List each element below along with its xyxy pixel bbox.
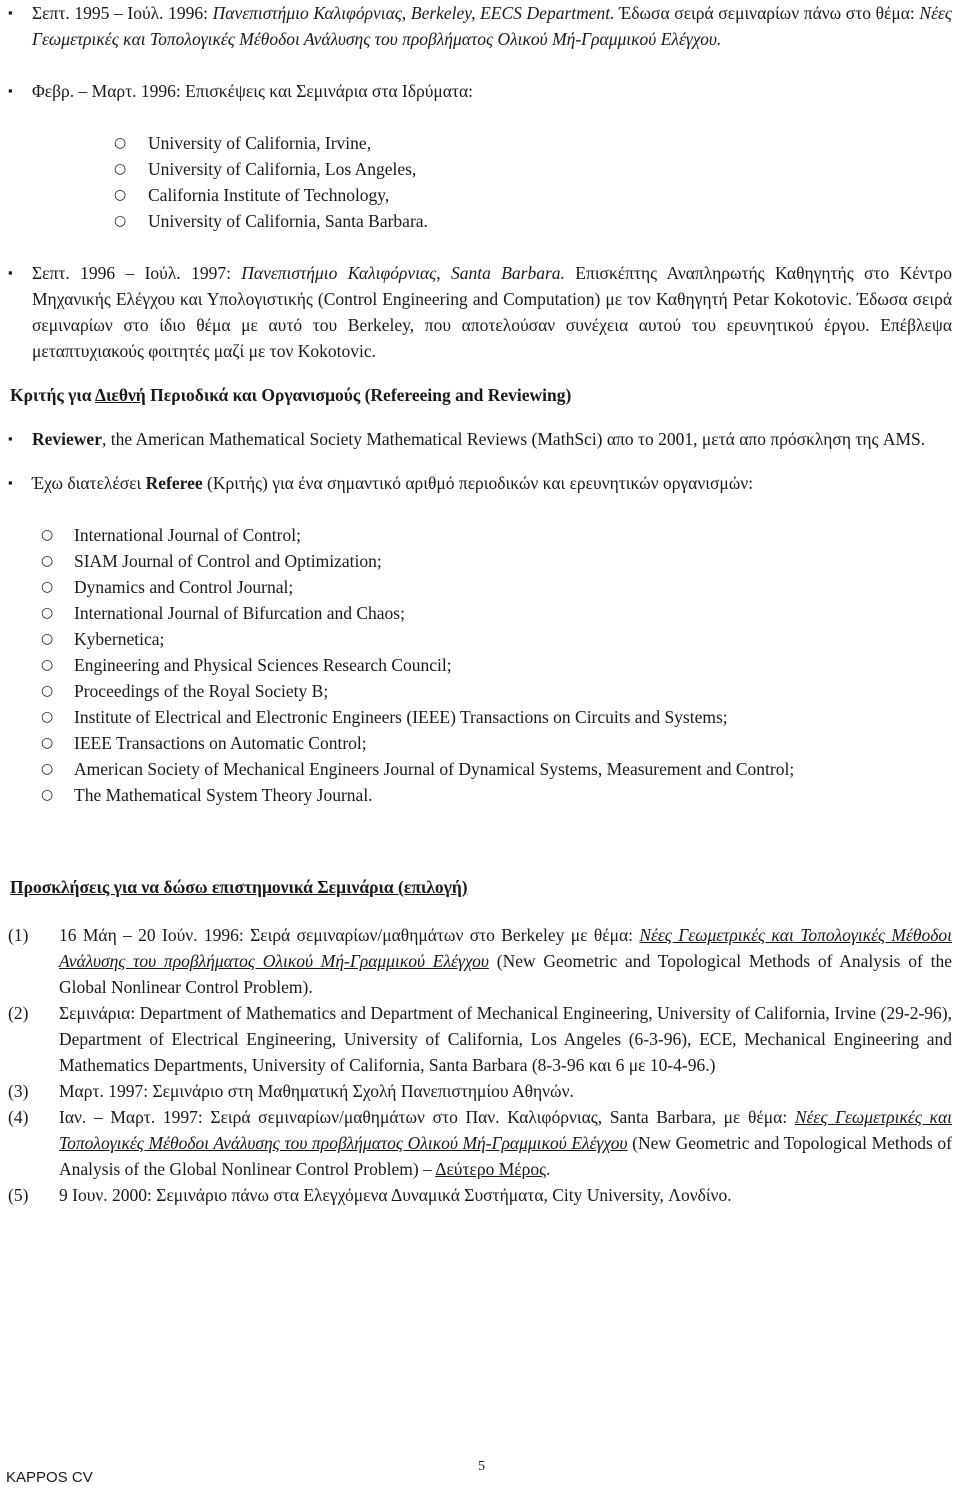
- circle-bullet-icon: ○: [41, 709, 54, 725]
- list-item: ○ International Journal of Control;: [8, 522, 952, 548]
- circle-bullet-icon: ○: [41, 631, 54, 647]
- circle-bullet-icon: ○: [114, 161, 127, 177]
- seminar-topic: Νέες Γεωμετρικές και Τοπολογικές Μέθοδοι Ανάλυσης του προβλήματος Ολικού Μή-Γραμμικού Ελέγχου: [59, 925, 952, 971]
- list-item: ○ Proceedings of the Royal Society B;: [8, 678, 952, 704]
- bullet-marker: ▪: [8, 431, 13, 446]
- footer-label: KAPPOS CV: [6, 1469, 93, 1486]
- item-number: (4): [8, 1107, 29, 1127]
- section-heading-seminars: Προσκλήσεις για να δώσω επιστημονικά Σεμινάρια (επιλογή): [10, 877, 468, 897]
- numbered-item: (1) 16 Μάη – 20 Ιούν. 1996: Σειρά σεμιναρίων/μαθημάτων στο Berkeley με θέμα: Νέες Γεωμετρικές και Τοπολογικές Μέθοδοι Ανάλυσης του προβλήματος Ολικού Μή-Γραμμικού Ελέγχου (New Geometric and Topological Methods of Analysis of the Global Nonlinear Control Problem).: [8, 922, 952, 1000]
- bullet-marker: ▪: [8, 83, 13, 98]
- item-number: (1): [8, 925, 29, 945]
- list-item: ○ Institute of Electrical and Electronic Engineers (IEEE) Transactions on Circuits and Systems;: [8, 704, 952, 730]
- visits-list: [8, 130, 952, 234]
- list-item: ○ Kybernetica;: [8, 626, 952, 652]
- journals-list: [8, 522, 952, 808]
- item-number: (3): [8, 1081, 29, 1101]
- list-item: ▪ Reviewer, the American Mathematical Society Mathematical Reviews (MathSci) απο το 2001, μετά απο πρόσκληση της AMS.: [8, 426, 952, 452]
- item-text: Επισκέπτης Αναπληρωτής Καθηγητής στο Κέντρο Μηχανικής Ελέγχου και Υπολογιστικής (Control Engineering and Computation) με τον Καθηγητή Petar Kokotovic. Έδωσα σειρά σεμιναρίων στο ίδιο θέμα με αυτό του Berkeley, που αποτελούσαν συνέχεια αυτού του ερευνητικού έργου. Επέβλεψα μεταπτυχιακούς φοιτητές μαζί με τον Kokotovic.: [32, 263, 952, 361]
- numbered-item: (5) 9 Ιουν. 2000: Σεμινάριο πάνω στα Ελεγχόμενα Δυναμικά Συστήματα, City University, Λονδίνο.: [8, 1182, 952, 1208]
- item-number: (5): [8, 1185, 29, 1205]
- list-item: ○ IEEE Transactions on Automatic Control;: [8, 730, 952, 756]
- list-item: ○ Engineering and Physical Sciences Research Council;: [8, 652, 952, 678]
- list-item: [8, 0, 952, 52]
- bullet-marker: ▪: [8, 475, 13, 490]
- circle-bullet-icon: ○: [41, 761, 54, 777]
- list-item: ○ California Institute of Technology,: [8, 182, 952, 208]
- numbered-item: (2) Σεμινάρια: Department of Mathematics and Department of Mechanical Engineering, University of California, Irvine (29-2-96), Department of Electrical Engineering, University of California, Los Angeles (6-3-96), ECE, Mechanical Engineering and Mathematics Departments, University of California, Santa Barbara (8-3-96 και 6 με 10-4-96.): [8, 1000, 952, 1078]
- list-item: ○ Dynamics and Control Journal;: [8, 574, 952, 600]
- item-number: (2): [8, 1003, 29, 1023]
- item-text: Φεβρ. – Μαρτ. 1996: Επισκέψεις και Σεμινάρια στα Ιδρύματα:: [32, 81, 473, 101]
- bullet-marker: ▪: [8, 265, 13, 280]
- list-item: ○ International Journal of Bifurcation and Chaos;: [8, 600, 952, 626]
- bullet-marker: ▪: [8, 5, 13, 20]
- second-part-label: Δεύτερο Μέρος: [435, 1159, 547, 1179]
- list-item: ○ The Mathematical System Theory Journal.: [8, 782, 952, 808]
- numbered-item: (4) Ιαν. – Μαρτ. 1997: Σειρά σεμιναρίων/μαθημάτων στο Παν. Καλιφόρνιας, Santa Barbara, με θέμα: Νέες Γεωμετρικές και Τοπολογικές Μέθοδοι Ανάλυσης του προβλήματος Ολικού Μή-Γραμμικού Ελέγχου (New Geometric and Topological Methods of Analysis of the Global Nonlinear Control Problem) – Δεύτερο Μέρος.: [8, 1104, 952, 1182]
- list-item: [8, 78, 952, 104]
- list-item: ○ American Society of Mechanical Engineers Journal of Dynamical Systems, Measurement and Control;: [8, 756, 952, 782]
- numbered-item: (3) Μαρτ. 1997: Σεμινάριο στη Μαθηματική Σχολή Πανεπιστημίου Αθηνών.: [8, 1078, 952, 1104]
- circle-bullet-icon: ○: [41, 787, 54, 803]
- circle-bullet-icon: ○: [41, 683, 54, 699]
- list-item: ▪ Έχω διατελέσει Referee (Κριτής) για ένα σημαντικό αριθμό περιοδικών και ερευνητικών οργανισμών:: [8, 470, 952, 496]
- circle-bullet-icon: ○: [41, 553, 54, 569]
- circle-bullet-icon: ○: [41, 735, 54, 751]
- page-number: 5: [478, 1459, 485, 1474]
- item-text: Έδωσα σειρά σεμιναρίων πάνω στο θέμα:: [614, 3, 920, 23]
- item-institution: Πανεπιστήμιο Καλιφόρνιας, Berkeley, EECS Department.: [212, 3, 615, 23]
- section-heading-refereeing: Κριτής για Διεθνή Περιοδικά και Οργανισμούς (Refereeing and Reviewing): [10, 385, 572, 405]
- list-item: [8, 260, 952, 364]
- list-item: ○ SIAM Journal of Control and Optimization;: [8, 548, 952, 574]
- circle-bullet-icon: ○: [114, 135, 127, 151]
- item-institution: Πανεπιστήμιο Καλιφόρνιας, Santa Barbara.: [241, 263, 565, 283]
- item-topic: Νέες Γεωμετρικές και Τοπολογικές Μέθοδοι Ανάλυσης του προβλήματος Ολικού Μή-Γραμμικού Ελέγχου.: [32, 3, 952, 49]
- circle-bullet-icon: ○: [41, 579, 54, 595]
- item-date: Σεπτ. 1995 – Ιούλ. 1996:: [32, 3, 213, 23]
- seminar-topic: Νέες Γεωμετρικές και Τοπολογικές Μέθοδοι Ανάλυσης του προβλήματος Ολικού Μή-Γραμμικού Ελέγχου: [59, 1107, 952, 1153]
- circle-bullet-icon: ○: [41, 527, 54, 543]
- item-date: Σεπτ. 1996 – Ιούλ. 1997:: [32, 263, 242, 283]
- circle-bullet-icon: ○: [114, 187, 127, 203]
- list-item: ○ University of California, Santa Barbara.: [8, 208, 952, 234]
- list-item: ○ University of California, Irvine,: [8, 130, 952, 156]
- list-item: ○ University of California, Los Angeles,: [8, 156, 952, 182]
- circle-bullet-icon: ○: [41, 657, 54, 673]
- circle-bullet-icon: ○: [41, 605, 54, 621]
- circle-bullet-icon: ○: [114, 213, 127, 229]
